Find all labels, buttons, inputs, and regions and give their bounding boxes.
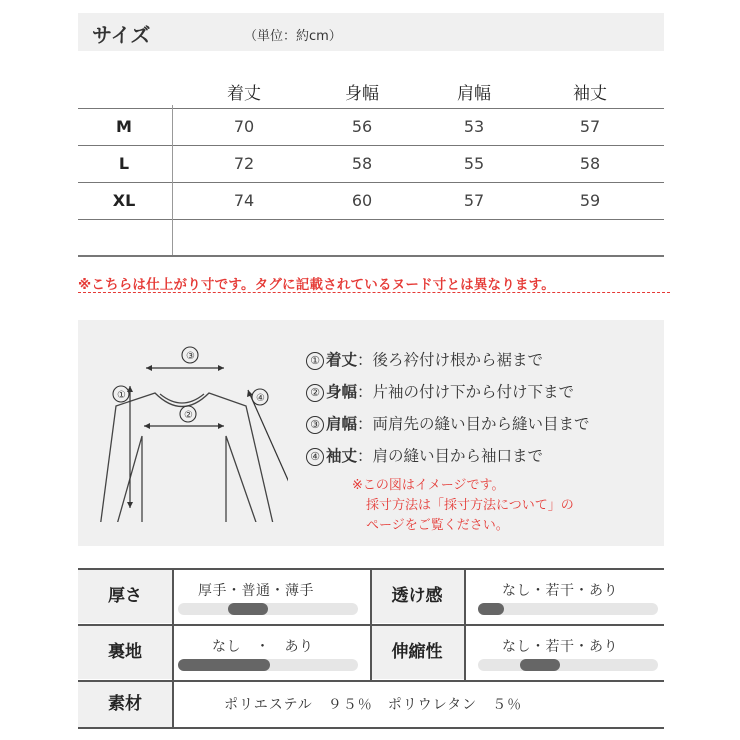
table-row — [78, 182, 664, 219]
size-table — [78, 66, 664, 256]
marker-number: ④ — [306, 448, 324, 466]
table-cell: 57 — [579, 117, 601, 136]
size-disclaimer: ※こちらは仕上がり寸です。タグに記載されているヌード寸とは異なります。 — [78, 277, 555, 293]
table-bottom-rule — [78, 255, 664, 257]
stretch-options: なし・若干・あり — [502, 639, 618, 655]
legend-term: 着丈 — [326, 351, 358, 369]
legend-desc: ：片袖の付け下から付け下まで — [357, 383, 575, 401]
legend-desc: ：両肩先の縫い目から縫い目まで — [357, 415, 590, 433]
thickness-label: 厚さ — [78, 570, 172, 623]
table-cell: 70 — [233, 117, 255, 136]
stretch-track — [478, 659, 658, 671]
table-cell: 58 — [579, 154, 601, 173]
sheerness-options: なし・若干・あり — [502, 583, 618, 599]
table-row — [78, 145, 664, 182]
size-label: L — [118, 154, 130, 173]
feature-col-divider — [370, 568, 372, 680]
sheerness-label: 透け感 — [370, 570, 464, 623]
table-row — [78, 108, 664, 145]
arrowhead — [218, 423, 224, 429]
legend-item-length — [306, 348, 590, 380]
arrowhead — [127, 502, 133, 508]
marker-shoulder: ③ — [186, 351, 195, 362]
column-header-sleeve: 袖丈 — [573, 84, 607, 104]
arrowhead — [144, 423, 150, 429]
lining-indicator — [178, 659, 270, 671]
stretch-indicator — [520, 659, 560, 671]
table-cell: 55 — [463, 154, 485, 173]
sheerness-track — [478, 603, 658, 615]
guide-note-line: ページをご覧ください。 — [366, 518, 509, 533]
table-cell: 56 — [351, 117, 373, 136]
feature-table — [78, 568, 664, 728]
marker-sleeve: ④ — [256, 393, 265, 404]
legend-desc: ：肩の縫い目から袖口まで — [357, 447, 544, 465]
lining-options: なし ・ あり — [212, 639, 314, 655]
column-header-length: 着丈 — [227, 84, 261, 104]
material-label: 素材 — [78, 682, 172, 727]
guide-note-line: ※この図はイメージです。 — [352, 478, 505, 493]
column-header-shoulder: 肩幅 — [457, 84, 491, 104]
thickness-indicator — [228, 603, 268, 615]
marker-number: ③ — [306, 416, 324, 434]
lining-track — [178, 659, 358, 671]
marker-length: ① — [117, 390, 126, 401]
legend-item-sleeve — [306, 444, 590, 476]
marker-number: ② — [306, 384, 324, 402]
legend-item-width — [306, 380, 590, 412]
table-cell: 57 — [463, 191, 485, 210]
size-label: M — [116, 117, 132, 136]
marker-chest: ② — [184, 410, 193, 421]
size-section-title: サイズ — [92, 23, 151, 47]
table-cell: 53 — [463, 117, 485, 136]
table-row-empty — [78, 219, 664, 256]
stretch-label: 伸縮性 — [370, 626, 464, 679]
disclaimer-underline — [78, 292, 670, 293]
feature-col-divider — [172, 568, 174, 728]
guide-image-note — [352, 476, 574, 536]
legend-term: 身幅 — [326, 383, 358, 401]
sheerness-indicator — [478, 603, 504, 615]
feature-col-divider — [464, 568, 466, 680]
column-header-width: 身幅 — [345, 84, 379, 104]
arrowhead — [146, 365, 152, 371]
thickness-track — [178, 603, 358, 615]
marker-number: ① — [306, 352, 324, 370]
measurement-guide — [78, 320, 664, 546]
table-divider — [172, 105, 173, 256]
table-cell: 59 — [579, 191, 601, 210]
legend-term: 肩幅 — [326, 415, 358, 433]
size-section-header — [78, 13, 664, 51]
measurement-legend — [306, 348, 590, 476]
table-cell: 60 — [351, 191, 373, 210]
size-label: XL — [112, 191, 136, 210]
arrowhead — [218, 365, 224, 371]
feature-rule — [78, 727, 664, 729]
size-unit-note: （単位：約cm） — [244, 29, 342, 44]
legend-term: 袖丈 — [326, 447, 358, 465]
material-value: ポリエステル ９５％ ポリウレタン ５％ — [224, 697, 523, 713]
table-cell: 72 — [233, 154, 255, 173]
table-cell: 58 — [351, 154, 373, 173]
legend-item-shoulder — [306, 412, 590, 444]
legend-desc: ：後ろ衿付け根から裾まで — [357, 351, 544, 369]
table-cell: 74 — [233, 191, 255, 210]
guide-note-line: 採寸方法は「採寸方法について」の — [366, 498, 574, 513]
lining-label: 裏地 — [78, 626, 172, 679]
sleeve-arrow — [248, 390, 288, 498]
thickness-options: 厚手・普通・薄手 — [198, 583, 314, 599]
shirt-diagram — [98, 342, 288, 522]
